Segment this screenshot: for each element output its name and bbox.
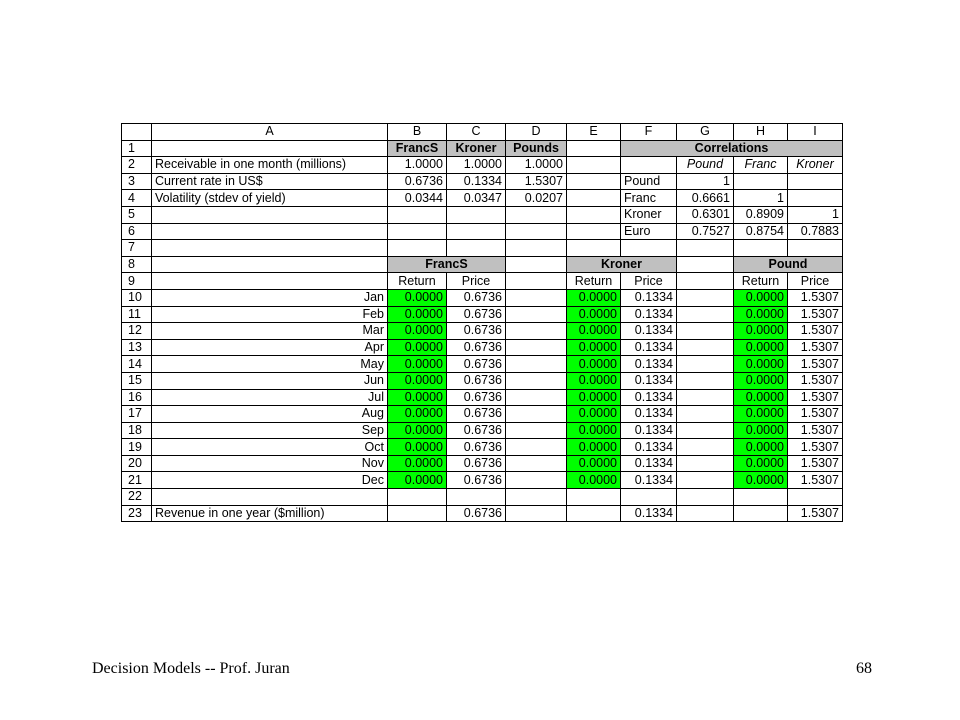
francs-return[interactable]: 0.0000 [388, 323, 447, 340]
kroner-return[interactable]: 0.0000 [567, 306, 621, 323]
sheet-row [122, 439, 843, 456]
francs-return[interactable]: 0.0000 [388, 455, 447, 472]
pound-price[interactable]: 1.5307 [788, 422, 843, 439]
corr-row-label[interactable]: Franc [621, 190, 677, 207]
sheet-row [122, 173, 843, 190]
empty-cell[interactable] [677, 505, 734, 522]
kroner-return[interactable]: 0.0000 [567, 455, 621, 472]
rate-kroner[interactable]: 0.1334 [447, 173, 506, 190]
corr-value[interactable]: 1 [788, 206, 843, 223]
empty-cell[interactable] [388, 489, 447, 506]
row-header[interactable]: 23 [122, 505, 152, 522]
corr-value[interactable]: 0.8909 [734, 206, 788, 223]
pound-return[interactable]: 0.0000 [734, 372, 788, 389]
empty-cell[interactable] [152, 140, 388, 157]
empty-cell[interactable] [506, 372, 567, 389]
empty-cell[interactable] [677, 240, 734, 257]
empty-cell[interactable] [677, 339, 734, 356]
month-label[interactable]: Sep [152, 422, 388, 439]
rate-pounds[interactable]: 1.5307 [506, 173, 567, 190]
empty-cell[interactable] [506, 273, 567, 290]
sheet-row [122, 256, 843, 273]
revenue-francs[interactable]: 0.6736 [447, 505, 506, 522]
empty-cell[interactable] [506, 306, 567, 323]
sheet-row [122, 306, 843, 323]
row-header[interactable]: 2 [122, 157, 152, 174]
empty-cell[interactable] [506, 472, 567, 489]
pound-price[interactable]: 1.5307 [788, 406, 843, 423]
row-header[interactable]: 20 [122, 455, 152, 472]
francs-price[interactable]: 0.6736 [447, 422, 506, 439]
row-header[interactable]: 13 [122, 339, 152, 356]
empty-cell[interactable] [506, 439, 567, 456]
francs-return[interactable]: 0.0000 [388, 356, 447, 373]
sheet-row [122, 472, 843, 489]
row-header[interactable]: 3 [122, 173, 152, 190]
francs-price[interactable]: 0.6736 [447, 439, 506, 456]
revenue-label[interactable]: Revenue in one year ($million) [152, 505, 388, 522]
sheet-row [122, 339, 843, 356]
sheet-row [122, 372, 843, 389]
kroner-price[interactable]: 0.1334 [621, 289, 677, 306]
row-header[interactable]: 5 [122, 206, 152, 223]
empty-cell[interactable] [152, 489, 388, 506]
month-label[interactable]: Jun [152, 372, 388, 389]
empty-cell[interactable] [506, 422, 567, 439]
empty-cell[interactable] [506, 223, 567, 240]
corr-value[interactable]: 0.7883 [788, 223, 843, 240]
sheet-row [122, 190, 843, 207]
empty-cell[interactable] [621, 489, 677, 506]
sheet-row [122, 289, 843, 306]
row-header[interactable]: 12 [122, 323, 152, 340]
corr-value[interactable] [788, 190, 843, 207]
empty-cell[interactable] [506, 455, 567, 472]
row-header[interactable]: 6 [122, 223, 152, 240]
francs-return[interactable]: 0.0000 [388, 389, 447, 406]
sheet-row [122, 406, 843, 423]
currency-header-pounds[interactable]: Pounds [506, 140, 567, 157]
empty-cell[interactable] [447, 206, 506, 223]
francs-price[interactable]: 0.6736 [447, 339, 506, 356]
empty-cell[interactable] [506, 356, 567, 373]
sheet-row [122, 206, 843, 223]
empty-cell[interactable] [506, 206, 567, 223]
corr-col-kroner[interactable]: Kroner [788, 157, 843, 174]
receivable-francs[interactable]: 1.0000 [388, 157, 447, 174]
empty-cell[interactable] [506, 406, 567, 423]
pound-return[interactable]: 0.0000 [734, 439, 788, 456]
corr-col-franc[interactable]: Franc [734, 157, 788, 174]
corr-row-label[interactable]: Kroner [621, 206, 677, 223]
kroner-return[interactable]: 0.0000 [567, 356, 621, 373]
pound-return[interactable]: 0.0000 [734, 306, 788, 323]
sheet-row [122, 157, 843, 174]
empty-cell[interactable] [447, 223, 506, 240]
kroner-return[interactable]: 0.0000 [567, 472, 621, 489]
kroner-return[interactable]: 0.0000 [567, 323, 621, 340]
kroner-return[interactable]: 0.0000 [567, 339, 621, 356]
column-header-d[interactable]: D [506, 124, 567, 141]
empty-cell[interactable] [677, 256, 734, 273]
row-header[interactable]: 22 [122, 489, 152, 506]
francs-return[interactable]: 0.0000 [388, 339, 447, 356]
corr-value[interactable]: 1 [734, 190, 788, 207]
month-label[interactable]: Apr [152, 339, 388, 356]
empty-cell[interactable] [152, 223, 388, 240]
pound-return[interactable]: 0.0000 [734, 323, 788, 340]
empty-cell[interactable] [567, 206, 621, 223]
receivable-kroner[interactable]: 1.0000 [447, 157, 506, 174]
row-header[interactable]: 8 [122, 256, 152, 273]
empty-cell[interactable] [621, 240, 677, 257]
sheet-row [122, 140, 843, 157]
group-header-francs[interactable]: FrancS [388, 256, 506, 273]
pound-price[interactable]: 1.5307 [788, 389, 843, 406]
pound-return[interactable]: 0.0000 [734, 356, 788, 373]
row-header[interactable]: 7 [122, 240, 152, 257]
empty-cell[interactable] [677, 273, 734, 290]
kroner-return[interactable]: 0.0000 [567, 372, 621, 389]
francs-return[interactable]: 0.0000 [388, 422, 447, 439]
kroner-price[interactable]: 0.1334 [621, 455, 677, 472]
row-header[interactable]: 15 [122, 372, 152, 389]
corr-row-label[interactable]: Pound [621, 173, 677, 190]
empty-cell[interactable] [567, 240, 621, 257]
kroner-price[interactable]: 0.1334 [621, 472, 677, 489]
kroner-price[interactable]: 0.1334 [621, 339, 677, 356]
corr-value[interactable]: 0.6301 [677, 206, 734, 223]
month-label[interactable]: May [152, 356, 388, 373]
sheet-row [122, 356, 843, 373]
rate-francs[interactable]: 0.6736 [388, 173, 447, 190]
kroner-price[interactable]: 0.1334 [621, 356, 677, 373]
month-label[interactable]: Jul [152, 389, 388, 406]
corr-value[interactable]: 0.8754 [734, 223, 788, 240]
empty-cell[interactable] [677, 455, 734, 472]
rate-label[interactable]: Current rate in US$ [152, 173, 388, 190]
sheet-row [122, 323, 843, 340]
empty-cell[interactable] [677, 472, 734, 489]
kroner-return[interactable]: 0.0000 [567, 422, 621, 439]
month-label[interactable]: Feb [152, 306, 388, 323]
column-header-b[interactable]: B [388, 124, 447, 141]
empty-cell[interactable] [677, 389, 734, 406]
sheet-row [122, 240, 843, 257]
pound-return[interactable]: 0.0000 [734, 339, 788, 356]
month-label[interactable]: Oct [152, 439, 388, 456]
spreadsheet-body [122, 124, 843, 522]
francs-return[interactable]: 0.0000 [388, 289, 447, 306]
francs-price[interactable]: 0.6736 [447, 389, 506, 406]
francs-price[interactable]: 0.6736 [447, 356, 506, 373]
sheet-row [122, 124, 843, 141]
sheet-row [122, 223, 843, 240]
row-header[interactable]: 14 [122, 356, 152, 373]
pound-price[interactable]: 1.5307 [788, 306, 843, 323]
kroner-return[interactable]: 0.0000 [567, 406, 621, 423]
row-header[interactable]: 10 [122, 289, 152, 306]
month-label[interactable]: Mar [152, 323, 388, 340]
row-header[interactable]: 1 [122, 140, 152, 157]
sheet-row [122, 422, 843, 439]
empty-cell[interactable] [388, 223, 447, 240]
group-header-pound[interactable]: Pound [734, 256, 843, 273]
pound-price[interactable]: 1.5307 [788, 356, 843, 373]
francs-return[interactable]: 0.0000 [388, 306, 447, 323]
empty-cell[interactable] [447, 489, 506, 506]
sheet-row [122, 489, 843, 506]
empty-cell[interactable] [677, 306, 734, 323]
empty-cell[interactable] [734, 505, 788, 522]
empty-cell[interactable] [734, 489, 788, 506]
price-header[interactable]: Price [447, 273, 506, 290]
francs-price[interactable]: 0.6736 [447, 472, 506, 489]
empty-cell[interactable] [152, 206, 388, 223]
pound-price[interactable]: 1.5307 [788, 289, 843, 306]
pound-return[interactable]: 0.0000 [734, 455, 788, 472]
kroner-return[interactable]: 0.0000 [567, 289, 621, 306]
empty-cell[interactable] [734, 240, 788, 257]
empty-cell[interactable] [447, 240, 506, 257]
column-header-c[interactable]: C [447, 124, 506, 141]
empty-cell[interactable] [506, 289, 567, 306]
pound-price[interactable]: 1.5307 [788, 372, 843, 389]
pound-price[interactable]: 1.5307 [788, 472, 843, 489]
kroner-price[interactable]: 0.1334 [621, 372, 677, 389]
kroner-price[interactable]: 0.1334 [621, 406, 677, 423]
empty-cell[interactable] [122, 124, 152, 141]
footer-course-title: Decision Models -- Prof. Juran [92, 660, 290, 677]
kroner-price[interactable]: 0.1334 [621, 306, 677, 323]
kroner-return[interactable]: 0.0000 [567, 439, 621, 456]
empty-cell[interactable] [567, 190, 621, 207]
volatility-pounds[interactable]: 0.0207 [506, 190, 567, 207]
month-label[interactable]: Aug [152, 406, 388, 423]
corr-value[interactable]: 0.6661 [677, 190, 734, 207]
empty-cell[interactable] [567, 505, 621, 522]
pound-return[interactable]: 0.0000 [734, 422, 788, 439]
empty-cell[interactable] [388, 505, 447, 522]
empty-cell[interactable] [677, 489, 734, 506]
column-header-a[interactable]: A [152, 124, 388, 141]
empty-cell[interactable] [567, 173, 621, 190]
kroner-price[interactable]: 0.1334 [621, 389, 677, 406]
volatility-francs[interactable]: 0.0344 [388, 190, 447, 207]
francs-price[interactable]: 0.6736 [447, 406, 506, 423]
receivable-label[interactable]: Receivable in one month (millions) [152, 157, 388, 174]
pound-price[interactable]: 1.5307 [788, 455, 843, 472]
empty-cell[interactable] [788, 240, 843, 257]
return-header[interactable]: Return [567, 273, 621, 290]
sheet-row [122, 505, 843, 522]
empty-cell[interactable] [506, 240, 567, 257]
empty-cell[interactable] [506, 389, 567, 406]
receivable-pounds[interactable]: 1.0000 [506, 157, 567, 174]
column-header-h[interactable]: H [734, 124, 788, 141]
empty-cell[interactable] [506, 256, 567, 273]
francs-price[interactable]: 0.6736 [447, 289, 506, 306]
month-label[interactable]: Dec [152, 472, 388, 489]
francs-return[interactable]: 0.0000 [388, 372, 447, 389]
empty-cell[interactable] [677, 289, 734, 306]
corr-value[interactable]: 1 [677, 173, 734, 190]
empty-cell[interactable] [788, 489, 843, 506]
corr-value[interactable]: 0.7527 [677, 223, 734, 240]
price-header[interactable]: Price [788, 273, 843, 290]
empty-cell[interactable] [677, 422, 734, 439]
empty-cell[interactable] [677, 406, 734, 423]
revenue-kroner[interactable]: 0.1334 [621, 505, 677, 522]
row-header[interactable]: 4 [122, 190, 152, 207]
column-header-e[interactable]: E [567, 124, 621, 141]
row-header[interactable]: 11 [122, 306, 152, 323]
francs-price[interactable]: 0.6736 [447, 323, 506, 340]
sheet-row [122, 273, 843, 290]
empty-cell[interactable] [152, 256, 388, 273]
empty-cell[interactable] [506, 489, 567, 506]
corr-value[interactable] [788, 173, 843, 190]
empty-cell[interactable] [677, 323, 734, 340]
column-header-i[interactable]: I [788, 124, 843, 141]
empty-cell[interactable] [567, 157, 621, 174]
month-label[interactable]: Nov [152, 455, 388, 472]
row-header[interactable]: 17 [122, 406, 152, 423]
correlations-header[interactable]: Correlations [621, 140, 843, 157]
column-header-g[interactable]: G [677, 124, 734, 141]
kroner-price[interactable]: 0.1334 [621, 323, 677, 340]
month-label[interactable]: Jan [152, 289, 388, 306]
revenue-pound[interactable]: 1.5307 [788, 505, 843, 522]
francs-return[interactable]: 0.0000 [388, 406, 447, 423]
empty-cell[interactable] [677, 356, 734, 373]
francs-price[interactable]: 0.6736 [447, 455, 506, 472]
corr-row-label[interactable]: Euro [621, 223, 677, 240]
pound-price[interactable]: 1.5307 [788, 439, 843, 456]
currency-header-kroner[interactable]: Kroner [447, 140, 506, 157]
kroner-return[interactable]: 0.0000 [567, 389, 621, 406]
pound-price[interactable]: 1.5307 [788, 339, 843, 356]
empty-cell[interactable] [152, 240, 388, 257]
kroner-price[interactable]: 0.1334 [621, 439, 677, 456]
column-header-f[interactable]: F [621, 124, 677, 141]
corr-value[interactable] [734, 173, 788, 190]
spreadsheet-table [121, 123, 843, 522]
empty-cell[interactable] [506, 505, 567, 522]
empty-cell[interactable] [567, 489, 621, 506]
page-number: 68 [856, 660, 872, 677]
currency-header-francs[interactable]: FrancS [388, 140, 447, 157]
kroner-price[interactable]: 0.1334 [621, 422, 677, 439]
empty-cell[interactable] [567, 140, 621, 157]
return-header[interactable]: Return [734, 273, 788, 290]
sheet-row [122, 455, 843, 472]
return-header[interactable]: Return [388, 273, 447, 290]
empty-cell[interactable] [152, 273, 388, 290]
volatility-label[interactable]: Volatility (stdev of yield) [152, 190, 388, 207]
empty-cell[interactable] [506, 323, 567, 340]
pound-return[interactable]: 0.0000 [734, 472, 788, 489]
empty-cell[interactable] [621, 157, 677, 174]
row-header[interactable]: 19 [122, 439, 152, 456]
empty-cell[interactable] [677, 439, 734, 456]
empty-cell[interactable] [506, 339, 567, 356]
francs-price[interactable]: 0.6736 [447, 306, 506, 323]
sheet-row [122, 389, 843, 406]
francs-return[interactable]: 0.0000 [388, 472, 447, 489]
empty-cell[interactable] [567, 223, 621, 240]
empty-cell[interactable] [388, 206, 447, 223]
pound-return[interactable]: 0.0000 [734, 389, 788, 406]
price-header[interactable]: Price [621, 273, 677, 290]
francs-return[interactable]: 0.0000 [388, 439, 447, 456]
row-header[interactable]: 16 [122, 389, 152, 406]
pound-return[interactable]: 0.0000 [734, 406, 788, 423]
corr-col-pound[interactable]: Pound [677, 157, 734, 174]
row-header[interactable]: 21 [122, 472, 152, 489]
empty-cell[interactable] [677, 372, 734, 389]
pound-return[interactable]: 0.0000 [734, 289, 788, 306]
francs-price[interactable]: 0.6736 [447, 372, 506, 389]
row-header[interactable]: 18 [122, 422, 152, 439]
volatility-kroner[interactable]: 0.0347 [447, 190, 506, 207]
empty-cell[interactable] [388, 240, 447, 257]
row-header[interactable]: 9 [122, 273, 152, 290]
group-header-kroner[interactable]: Kroner [567, 256, 677, 273]
pound-price[interactable]: 1.5307 [788, 323, 843, 340]
